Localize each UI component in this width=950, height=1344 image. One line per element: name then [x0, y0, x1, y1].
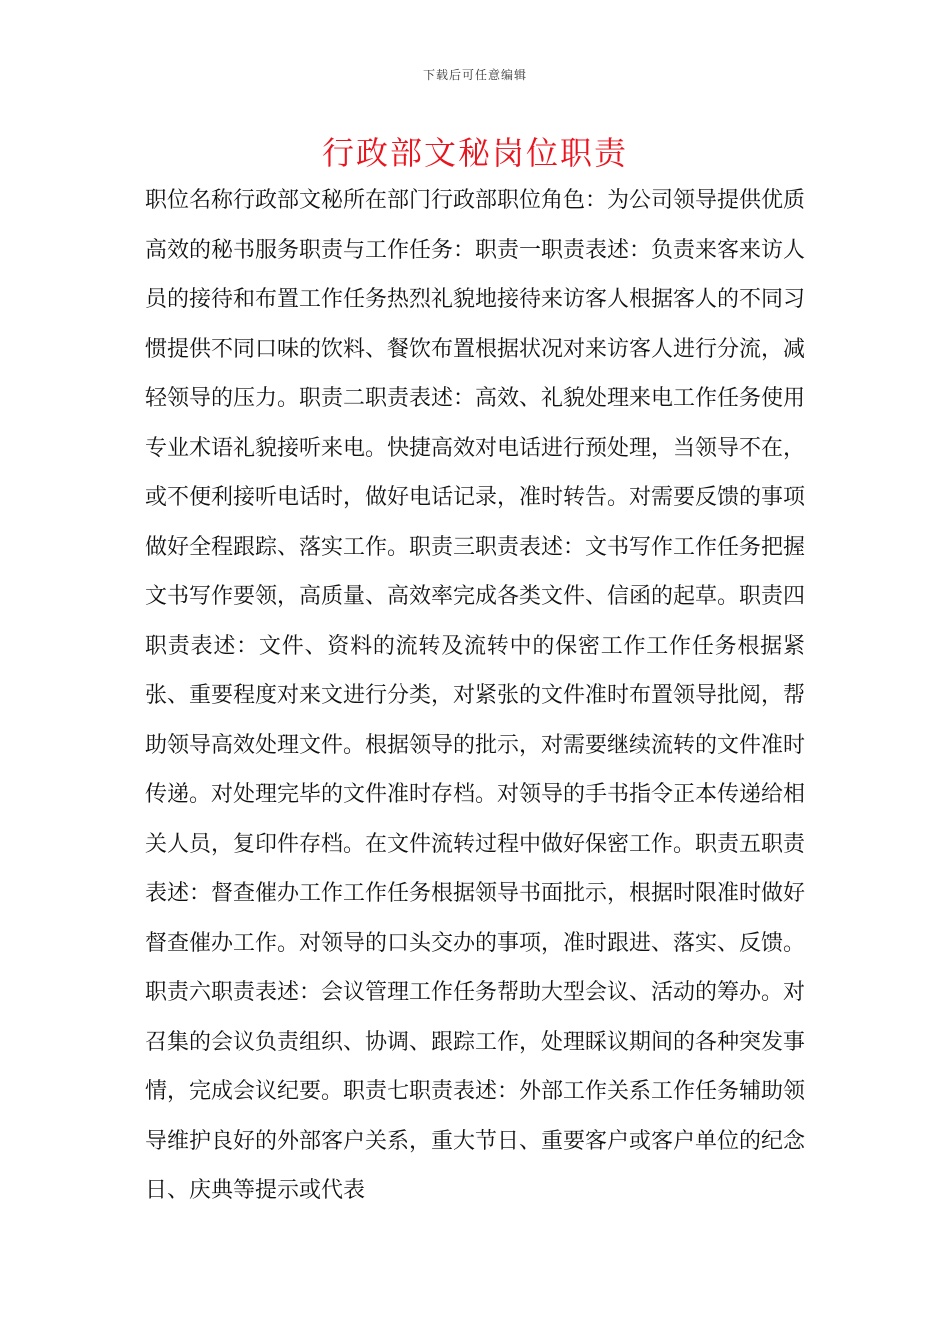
- header-note: 下载后可任意编辑: [422, 68, 527, 82]
- document-body: 职位名称行政部文秘所在部门行政部职位角色：为公司领导提供优质高效的秘书服务职责与工作任务：职责一职责表述：负责来客来访人员的接待和布置工作任务热烈礼貌地接待来访客人根据客人的不同习惯提供不同口味的饮料、餐饮布置根据状况对来访客人进行分流，减轻领导的压力。职责二职责表述：高效、礼貌处理来电工作任务使用专业术语礼貌接听来电。快捷高效对电话进行预处理，当领导不在，或不便利接听电话时，做好电话记录，准时转告。对需要反馈的事项做好全程跟踪、落实工作。职责三职责表述：文书写作工作任务把握文书写作要领，高质量、高效率完成各类文件、信函的起草。职责四职责表述：文件、资料的流转及流转中的保密工作工作任务根据紧张、重要程度对来文进行分类，对紧张的文件准时布置领导批阅，帮助领导高效处理文件。根据领导的批示，对需要继续流转的文件准时传递。对处理完毕的文件准时存档。对领导的手书指令正本传递给相关人员，复印件存档。在文件流转过程中做好保密工作。职责五职责表述：督查催办工作工作任务根据领导书面批示，根据时限准时做好督查催办工作。对领导的口头交办的事项，准时跟进、落实、反馈。职责六职责表述：会议管理工作任务帮助大型会议、活动的筹办。对召集的会议负责组织、协调、跟踪工作，处理睬议期间的各种突发事情，完成会议纪要。职责七职责表述：外部工作关系工作任务辅助领导维护良好的外部客户关系，重大节日、重要客户或客户单位的纪念日、庆典等提示或代表: [145, 188, 806, 1203]
- document-title: 行政部文秘岗位职责: [321, 134, 628, 172]
